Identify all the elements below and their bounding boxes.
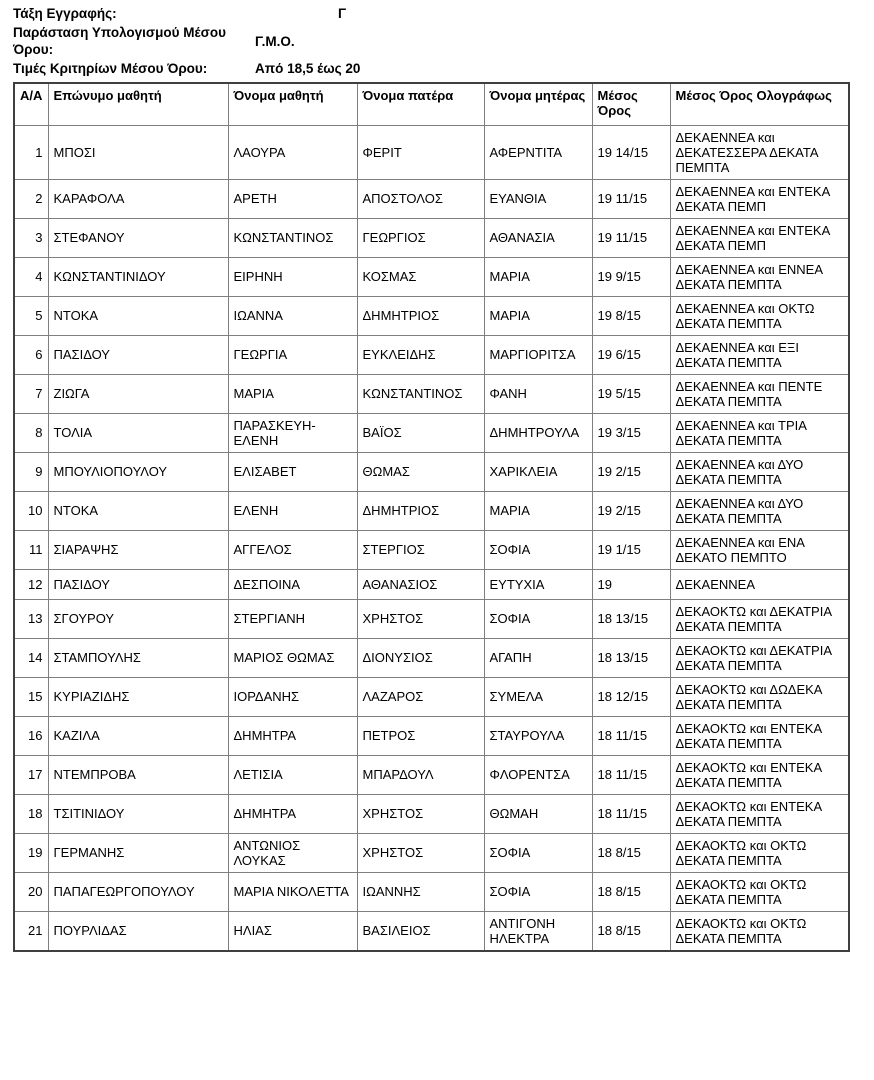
student-row (14, 335, 849, 374)
name-cell: ΠΑΡΑΣΚΕΥΗ-ΕΛΕΝΗ (228, 413, 357, 452)
surname-cell: ΠΑΣΙΔΟΥ (48, 569, 228, 599)
average-words-cell: ΔΕΚΑΕΝΝΕΑ και ΕΝΑ ΔΕΚΑΤΟ ΠΕΜΠΤΟ (670, 530, 849, 569)
student-row (14, 872, 849, 911)
average-cell: 18 11/15 (592, 755, 670, 794)
average-criteria-value: Από 18,5 έως 20 (255, 61, 361, 76)
mother-name-cell: ΜΑΡΙΑ (484, 257, 592, 296)
average-words-cell: ΔΕΚΑΕΝΝΕΑ και ΕΝΤΕΚΑ ΔΕΚΑΤΑ ΠΕΜΠ (670, 179, 849, 218)
average-words-cell: ΔΕΚΑΟΚΤΩ και ΕΝΤΕΚΑ ΔΕΚΑΤΑ ΠΕΜΠΤΑ (670, 794, 849, 833)
average-cell: 18 8/15 (592, 911, 670, 951)
name-cell: ΣΤΕΡΓΙΑΝΗ (228, 599, 357, 638)
row-number-cell: 10 (14, 491, 48, 530)
father-name-cell: ΙΩΑΝΝΗΣ (357, 872, 484, 911)
mother-name-cell: ΑΦΕΡΝΤΙΤΑ (484, 125, 592, 179)
registration-class-value: Γ (338, 6, 347, 21)
name-cell: ΚΩΝΣΤΑΝΤΙΝΟΣ (228, 218, 357, 257)
average-words-cell: ΔΕΚΑΟΚΤΩ και ΕΝΤΕΚΑ ΔΕΚΑΤΑ ΠΕΜΠΤΑ (670, 716, 849, 755)
row-number-cell: 8 (14, 413, 48, 452)
student-row (14, 413, 849, 452)
student-row (14, 794, 849, 833)
average-cell: 19 2/15 (592, 452, 670, 491)
mother-name-cell: ΑΝΤΙΓΟΝΗ ΗΛΕΚΤΡΑ (484, 911, 592, 951)
row-number-cell: 6 (14, 335, 48, 374)
name-cell: ΑΓΓΕΛΟΣ (228, 530, 357, 569)
name-cell: ΕΛΙΣΑΒΕΤ (228, 452, 357, 491)
student-row (14, 833, 849, 872)
registration-class-label: Τάξη Εγγραφής: (13, 6, 117, 21)
mother-name-cell: ΘΩΜΑΗ (484, 794, 592, 833)
col-header-name: Όνομα μαθητή (228, 83, 357, 125)
student-row (14, 179, 849, 218)
average-cell: 19 3/15 (592, 413, 670, 452)
students-table-body (14, 125, 849, 951)
father-name-cell: ΚΩΝΣΤΑΝΤΙΝΟΣ (357, 374, 484, 413)
name-cell: ΕΙΡΗΝΗ (228, 257, 357, 296)
student-row (14, 530, 849, 569)
row-number-cell: 11 (14, 530, 48, 569)
surname-cell: ΚΑΡΑΦΟΛΑ (48, 179, 228, 218)
row-number-cell: 7 (14, 374, 48, 413)
average-words-cell: ΔΕΚΑΟΚΤΩ και ΔΕΚΑΤΡΙΑ ΔΕΚΑΤΑ ΠΕΜΠΤΑ (670, 599, 849, 638)
row-number-cell: 9 (14, 452, 48, 491)
row-number-cell: 19 (14, 833, 48, 872)
average-words-cell: ΔΕΚΑΟΚΤΩ και ΟΚΤΩ ΔΕΚΑΤΑ ΠΕΜΠΤΑ (670, 872, 849, 911)
father-name-cell: ΛΑΖΑΡΟΣ (357, 677, 484, 716)
mother-name-cell: ΣΟΦΙΑ (484, 599, 592, 638)
surname-cell: ΖΙΩΓΑ (48, 374, 228, 413)
row-number-cell: 1 (14, 125, 48, 179)
surname-cell: ΜΠΟΥΛΙΟΠΟΥΛΟΥ (48, 452, 228, 491)
average-cell: 19 5/15 (592, 374, 670, 413)
surname-cell: ΠΑΣΙΔΟΥ (48, 335, 228, 374)
row-number-cell: 12 (14, 569, 48, 599)
mother-name-cell: ΦΛΟΡΕΝΤΣΑ (484, 755, 592, 794)
surname-cell: ΠΟΥΡΛΙΔΑΣ (48, 911, 228, 951)
average-words-cell: ΔΕΚΑΟΚΤΩ και ΟΚΤΩ ΔΕΚΑΤΑ ΠΕΜΠΤΑ (670, 833, 849, 872)
surname-cell: ΚΩΝΣΤΑΝΤΙΝΙΔΟΥ (48, 257, 228, 296)
students-table-header (14, 83, 849, 125)
name-cell: ΔΗΜΗΤΡΑ (228, 716, 357, 755)
name-cell: ΗΛΙΑΣ (228, 911, 357, 951)
student-row (14, 638, 849, 677)
name-cell: ΜΑΡΙΟΣ ΘΩΜΑΣ (228, 638, 357, 677)
father-name-cell: ΓΕΩΡΓΙΟΣ (357, 218, 484, 257)
average-formula-label: Παράσταση Υπολογισμού Μέσου Όρου: (13, 25, 226, 57)
mother-name-cell: ΔΗΜΗΤΡΟΥΛΑ (484, 413, 592, 452)
average-cell: 19 1/15 (592, 530, 670, 569)
average-cell: 18 12/15 (592, 677, 670, 716)
mother-name-cell: ΑΘΑΝΑΣΙΑ (484, 218, 592, 257)
col-header-mother-name: Όνομα μητέρας (484, 83, 592, 125)
average-words-cell: ΔΕΚΑΕΝΝΕΑ και ΟΚΤΩ ΔΕΚΑΤΑ ΠΕΜΠΤΑ (670, 296, 849, 335)
surname-cell: ΣΤΑΜΠΟΥΛΗΣ (48, 638, 228, 677)
student-row (14, 755, 849, 794)
average-formula-field (13, 24, 861, 58)
mother-name-cell: ΕΥΑΝΘΙΑ (484, 179, 592, 218)
row-number-cell: 16 (14, 716, 48, 755)
surname-cell: ΚΥΡΙΑΖΙΔΗΣ (48, 677, 228, 716)
mother-name-cell: ΣΟΦΙΑ (484, 872, 592, 911)
father-name-cell: ΔΗΜΗΤΡΙΟΣ (357, 296, 484, 335)
average-cell: 19 11/15 (592, 218, 670, 257)
average-cell: 18 8/15 (592, 833, 670, 872)
mother-name-cell: ΣΤΑΥΡΟΥΛΑ (484, 716, 592, 755)
average-words-cell: ΔΕΚΑΟΚΤΩ και ΔΩΔΕΚΑ ΔΕΚΑΤΑ ΠΕΜΠΤΑ (670, 677, 849, 716)
surname-cell: ΣΓΟΥΡΟΥ (48, 599, 228, 638)
father-name-cell: ΒΑΣΙΛΕΙΟΣ (357, 911, 484, 951)
student-row (14, 257, 849, 296)
average-words-cell: ΔΕΚΑΕΝΝΕΑ και ΕΝΤΕΚΑ ΔΕΚΑΤΑ ΠΕΜΠ (670, 218, 849, 257)
col-header-average: Μέσος Όρος (592, 83, 670, 125)
report-meta (13, 5, 861, 77)
row-number-cell: 2 (14, 179, 48, 218)
student-row (14, 125, 849, 179)
average-words-cell: ΔΕΚΑΕΝΝΕΑ και ΔΥΟ ΔΕΚΑΤΑ ΠΕΜΠΤΑ (670, 491, 849, 530)
name-cell: ΛΑΟΥΡΑ (228, 125, 357, 179)
name-cell: ΑΡΕΤΗ (228, 179, 357, 218)
average-cell: 19 11/15 (592, 179, 670, 218)
row-number-cell: 17 (14, 755, 48, 794)
col-header-index: Α/Α (14, 83, 48, 125)
surname-cell: ΚΑΖΙΛΑ (48, 716, 228, 755)
average-words-cell: ΔΕΚΑΕΝΝΕΑ και ΔΕΚΑΤΕΣΣΕΡΑ ΔΕΚΑΤΑ ΠΕΜΠΤΑ (670, 125, 849, 179)
average-cell: 19 14/15 (592, 125, 670, 179)
father-name-cell: ΠΕΤΡΟΣ (357, 716, 484, 755)
name-cell: ΑΝΤΩΝΙΟΣ ΛΟΥΚΑΣ (228, 833, 357, 872)
average-words-cell: ΔΕΚΑΕΝΝΕΑ και ΔΥΟ ΔΕΚΑΤΑ ΠΕΜΠΤΑ (670, 452, 849, 491)
mother-name-cell: ΜΑΡΙΑ (484, 296, 592, 335)
average-cell: 19 8/15 (592, 296, 670, 335)
father-name-cell: ΧΡΗΣΤΟΣ (357, 794, 484, 833)
average-criteria-label: Τιμές Κριτηρίων Μέσου Όρου: (13, 61, 208, 76)
mother-name-cell: ΣΟΦΙΑ (484, 530, 592, 569)
surname-cell: ΝΤΕΜΠΡΟΒΑ (48, 755, 228, 794)
row-number-cell: 15 (14, 677, 48, 716)
mother-name-cell: ΕΥΤΥΧΙΑ (484, 569, 592, 599)
father-name-cell: ΔΗΜΗΤΡΙΟΣ (357, 491, 484, 530)
row-number-cell: 18 (14, 794, 48, 833)
average-cell: 18 13/15 (592, 638, 670, 677)
col-header-father-name: Όνομα πατέρα (357, 83, 484, 125)
mother-name-cell: ΣΟΦΙΑ (484, 833, 592, 872)
average-cell: 18 11/15 (592, 794, 670, 833)
name-cell: ΙΩΑΝΝΑ (228, 296, 357, 335)
surname-cell: ΣΙΑΡΑΨΗΣ (48, 530, 228, 569)
row-number-cell: 14 (14, 638, 48, 677)
student-row (14, 569, 849, 599)
name-cell: ΜΑΡΙΑ (228, 374, 357, 413)
name-cell: ΛΕΤΙΣΙΑ (228, 755, 357, 794)
average-cell: 18 11/15 (592, 716, 670, 755)
col-header-average-words: Μέσος Όρος Ολογράφως (670, 83, 849, 125)
student-row (14, 374, 849, 413)
father-name-cell: ΧΡΗΣΤΟΣ (357, 599, 484, 638)
row-number-cell: 3 (14, 218, 48, 257)
father-name-cell: ΧΡΗΣΤΟΣ (357, 833, 484, 872)
father-name-cell: ΔΙΟΝΥΣΙΟΣ (357, 638, 484, 677)
average-cell: 18 8/15 (592, 872, 670, 911)
student-row (14, 296, 849, 335)
name-cell: ΔΗΜΗΤΡΑ (228, 794, 357, 833)
average-words-cell: ΔΕΚΑΟΚΤΩ και ΔΕΚΑΤΡΙΑ ΔΕΚΑΤΑ ΠΕΜΠΤΑ (670, 638, 849, 677)
student-row (14, 599, 849, 638)
row-number-cell: 21 (14, 911, 48, 951)
mother-name-cell: ΧΑΡΙΚΛΕΙΑ (484, 452, 592, 491)
row-number-cell: 4 (14, 257, 48, 296)
average-formula-value: Γ.Μ.Ο. (255, 33, 295, 49)
col-header-surname: Επώνυμο μαθητή (48, 83, 228, 125)
mother-name-cell: ΦΑΝΗ (484, 374, 592, 413)
average-cell: 19 2/15 (592, 491, 670, 530)
father-name-cell: ΘΩΜΑΣ (357, 452, 484, 491)
students-table (13, 82, 850, 952)
student-row (14, 911, 849, 951)
row-number-cell: 5 (14, 296, 48, 335)
surname-cell: ΤΣΙΤΙΝΙΔΟΥ (48, 794, 228, 833)
surname-cell: ΓΕΡΜΑΝΗΣ (48, 833, 228, 872)
row-number-cell: 13 (14, 599, 48, 638)
mother-name-cell: ΜΑΡΙΑ (484, 491, 592, 530)
surname-cell: ΠΑΠΑΓΕΩΡΓΟΠΟΥΛΟΥ (48, 872, 228, 911)
surname-cell: ΜΠΟΣΙ (48, 125, 228, 179)
name-cell: ΔΕΣΠΟΙΝΑ (228, 569, 357, 599)
father-name-cell: ΦΕΡΙΤ (357, 125, 484, 179)
mother-name-cell: ΜΑΡΓΙΟΡΙΤΣΑ (484, 335, 592, 374)
average-words-cell: ΔΕΚΑΕΝΝΕΑ και ΠΕΝΤΕ ΔΕΚΑΤΑ ΠΕΜΠΤΑ (670, 374, 849, 413)
average-cell: 19 9/15 (592, 257, 670, 296)
father-name-cell: ΑΘΑΝΑΣΙΟΣ (357, 569, 484, 599)
father-name-cell: ΜΠΑΡΔΟΥΛ (357, 755, 484, 794)
name-cell: ΜΑΡΙΑ ΝΙΚΟΛΕΤΤΑ (228, 872, 357, 911)
average-words-cell: ΔΕΚΑΟΚΤΩ και ΕΝΤΕΚΑ ΔΕΚΑΤΑ ΠΕΜΠΤΑ (670, 755, 849, 794)
name-cell: ΓΕΩΡΓΙΑ (228, 335, 357, 374)
average-words-cell: ΔΕΚΑΕΝΝΕΑ και ΕΞΙ ΔΕΚΑΤΑ ΠΕΜΠΤΑ (670, 335, 849, 374)
father-name-cell: ΣΤΕΡΓΙΟΣ (357, 530, 484, 569)
average-words-cell: ΔΕΚΑΟΚΤΩ και ΟΚΤΩ ΔΕΚΑΤΑ ΠΕΜΠΤΑ (670, 911, 849, 951)
name-cell: ΙΟΡΔΑΝΗΣ (228, 677, 357, 716)
student-row (14, 218, 849, 257)
mother-name-cell: ΑΓΑΠΗ (484, 638, 592, 677)
registration-class-field (13, 5, 861, 22)
student-row (14, 491, 849, 530)
surname-cell: ΣΤΕΦΑΝΟΥ (48, 218, 228, 257)
row-number-cell: 20 (14, 872, 48, 911)
average-cell: 18 13/15 (592, 599, 670, 638)
average-cell: 19 6/15 (592, 335, 670, 374)
header-row (14, 83, 849, 125)
name-cell: ΕΛΕΝΗ (228, 491, 357, 530)
father-name-cell: ΑΠΟΣΤΟΛΟΣ (357, 179, 484, 218)
average-words-cell: ΔΕΚΑΕΝΝΕΑ και ΤΡΙΑ ΔΕΚΑΤΑ ΠΕΜΠΤΑ (670, 413, 849, 452)
father-name-cell: ΒΑΪΟΣ (357, 413, 484, 452)
father-name-cell: ΚΟΣΜΑΣ (357, 257, 484, 296)
student-row (14, 677, 849, 716)
student-row (14, 716, 849, 755)
average-cell: 19 (592, 569, 670, 599)
average-words-cell: ΔΕΚΑΕΝΝΕΑ (670, 569, 849, 599)
surname-cell: ΝΤΟΚΑ (48, 491, 228, 530)
mother-name-cell: ΣΥΜΕΛΑ (484, 677, 592, 716)
father-name-cell: ΕΥΚΛΕΙΔΗΣ (357, 335, 484, 374)
student-row (14, 452, 849, 491)
average-words-cell: ΔΕΚΑΕΝΝΕΑ και ΕΝΝΕΑ ΔΕΚΑΤΑ ΠΕΜΠΤΑ (670, 257, 849, 296)
average-criteria-field (13, 60, 861, 77)
surname-cell: ΤΟΛΙΑ (48, 413, 228, 452)
surname-cell: ΝΤΟΚΑ (48, 296, 228, 335)
